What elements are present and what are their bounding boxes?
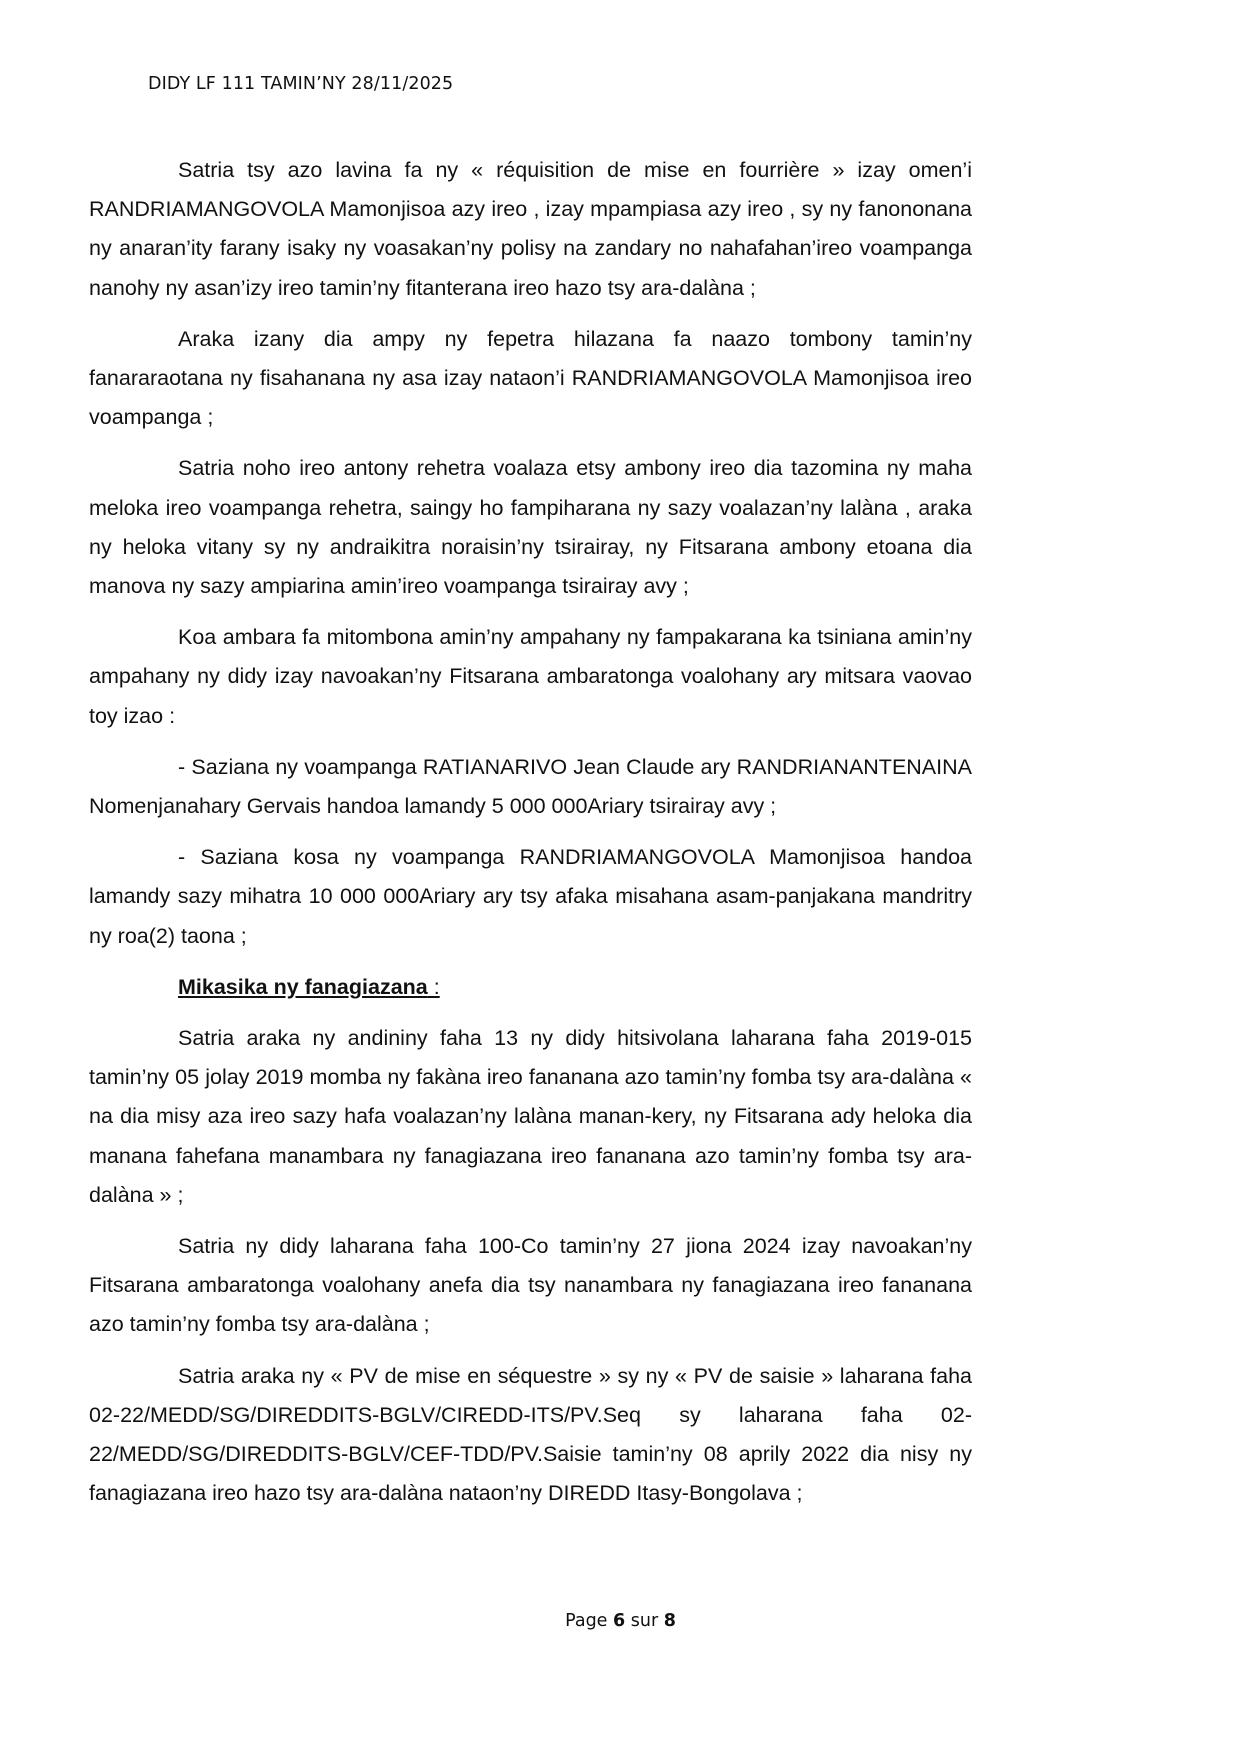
section-heading-colon: : [427, 974, 440, 999]
section-heading-text: Mikasika ny fanagiazana [178, 974, 428, 999]
paragraph: Araka izany dia ampy ny fepetra hilazana fa naazo tombony tamin’ny fanararaotana ny fisahanana ny asa izay nataon’i RANDRIAMANGOVOLA Mamonjisoa ireo voampanga ; [89, 326, 972, 430]
page-separator: sur [625, 1611, 664, 1631]
document-header: DIDY LF 111 TAMIN’NY 28/11/2025 [148, 74, 454, 94]
page-label: Page [565, 1611, 614, 1631]
document-body [89, 151, 972, 1526]
section-heading [89, 968, 972, 1007]
paragraph: Satria ny didy laharana faha 100-Co tamin’ny 27 jiona 2024 izay navoakan’ny Fitsarana ambaratonga voalohany anefa dia tsy nanambara ny fanagiazana ireo fananana azo tamin’ny fomba tsy ara-dalàna ; [89, 1234, 972, 1337]
total-pages: 8 [663, 1611, 676, 1631]
page-number [0, 1611, 1241, 1631]
paragraph: Satria tsy azo lavina fa ny « réquisition de mise en fourrière » izay omen’i RANDRIAMANGOVOLA Mamonjisoa azy ireo , izay mpampiasa azy ireo , sy ny fanononana ny anaran’ity farany isaky ny voasakan’ny polisy na zandary no nahafahan’ireo voampanga nanohy ny asan’izy ireo tamin’ny fitanterana ireo hazo tsy ara-dalàna ; [89, 158, 972, 300]
paragraph: Satria araka ny andininy faha 13 ny didy hitsivolana laharana faha 2019-015 tamin’ny 05 jolay 2019 momba ny fakàna ireo fananana azo tamin’ny fomba tsy ara-dalàna « na dia misy aza ireo sazy hafa voalazan’ny lalàna manan-kery, ny Fitsarana ady heloka dia manana fahefana manambara ny fanagiazana ireo fananana azo tamin’ny fomba tsy ara-dalàna » ; [89, 1026, 972, 1207]
current-page: 6 [613, 1611, 626, 1631]
sentence-item: - Saziana kosa ny voampanga RANDRIAMANGOVOLA Mamonjisoa handoa lamandy sazy mihatra 10 000 000Ariary ary tsy afaka misahana asam-panjakana mandritry ny roa(2) taona ; [89, 845, 972, 948]
sentence-item: - Saziana ny voampanga RATIANARIVO Jean Claude ary RANDRIANANTENAINA Nomenjanahary Gervais handoa lamandy 5 000 000Ariary tsirairay avy ; [89, 754, 972, 819]
paragraph: Satria noho ireo antony rehetra voalaza etsy ambony ireo dia tazomina ny maha meloka ireo voampanga rehetra, saingy ho fampiharana ny sazy voalazan’ny lalàna , araka ny heloka vitany sy ny andraikitra noraisin’ny tsirairay, ny Fitsarana ambony etoana dia manova ny sazy ampiarina amin’ireo voampanga tsirairay avy ; [89, 456, 972, 599]
paragraph: Satria araka ny « PV de mise en séquestre » sy ny « PV de saisie » laharana faha 02-22/MEDD/SG/DIREDDITS-BGLV/CIREDD-ITS/PV.Seq sy laharana faha 02-22/MEDD/SG/DIREDDITS-BGLV/CEF-TDD/PV.Saisie tamin’ny 08 aprily 2022 dia nisy ny fanagiazana ireo hazo tsy ara-dalàna nataon’ny DIREDD Itasy-Bongolava ; [89, 1363, 972, 1506]
paragraph: Koa ambara fa mitombona amin’ny ampahany ny fampakarana ka tsiniana amin’ny ampahany ny didy izay navoakan’ny Fitsarana ambaratonga voalohany ary mitsara vaovao toy izao : [89, 625, 972, 728]
